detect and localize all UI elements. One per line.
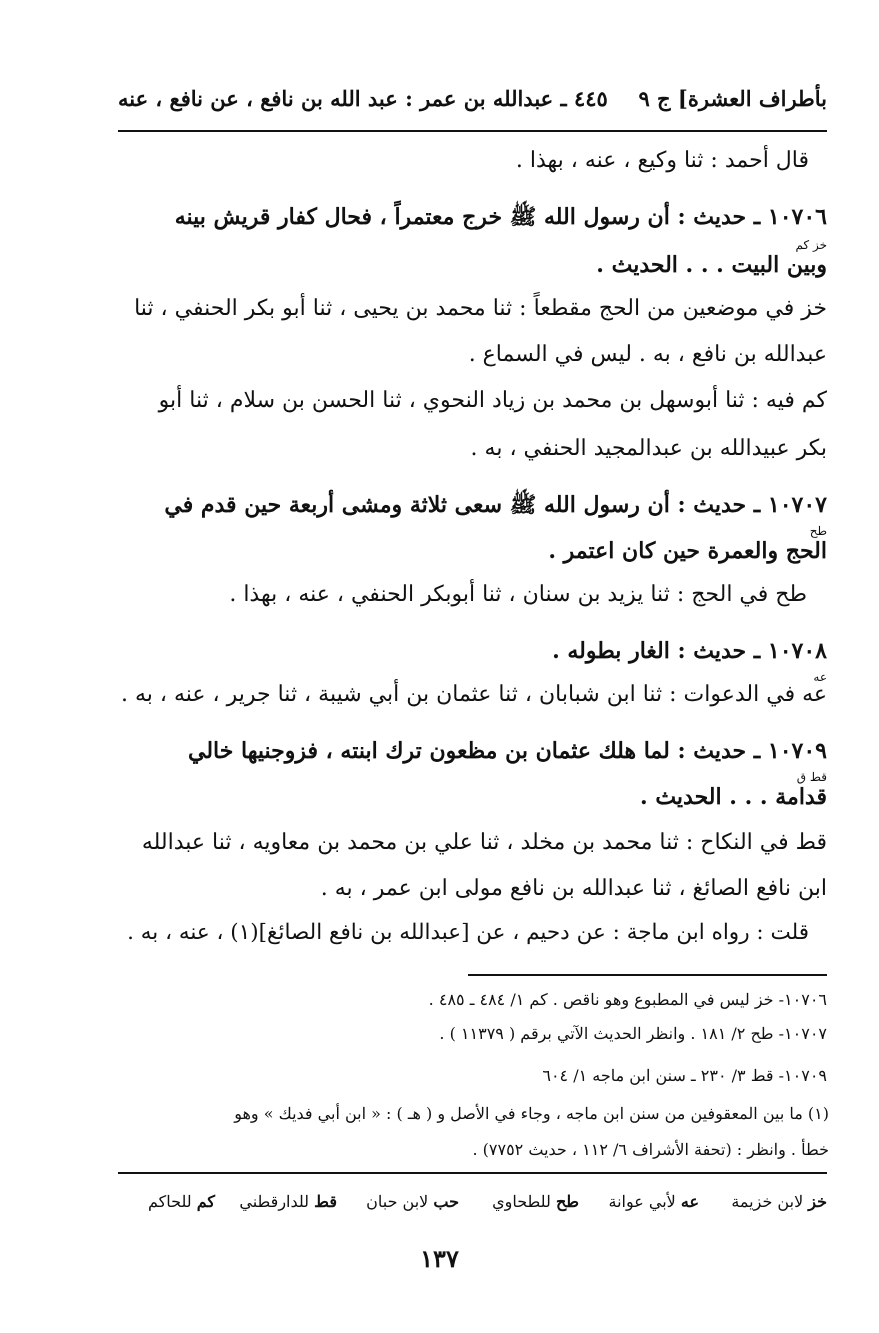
footnote: خطأ . وانظر : (تحفة الأشراف ٦/ ١١٢ ، حديث ٧٧٥٢) . bbox=[472, 1140, 829, 1159]
hadith-heading-continuation: الحج والعمرة حين كان اعتمر . bbox=[548, 538, 827, 564]
page-number: ١٣٧ bbox=[420, 1244, 459, 1273]
text-line: عبدالله بن نافع ، به . ليس في السماع . bbox=[468, 342, 827, 367]
footnote: ١٠٧٠٦- خز ليس في المطبوع وهو ناقص . كم ١/ ٤٨٤ ـ ٤٨٥ . bbox=[428, 990, 827, 1009]
text-line: عه في الدعوات : ثنا ابن شبابان ، ثنا عثمان بن أبي شيبة ، ثنا جرير ، عنه ، به . bbox=[120, 682, 827, 707]
footnote-rule bbox=[468, 974, 827, 976]
legend-name: للطحاوي bbox=[492, 1192, 551, 1211]
siglum-marker: خز كم bbox=[795, 238, 827, 252]
abbreviations-legend bbox=[110, 1188, 827, 1218]
legend-abbr: خز bbox=[808, 1192, 827, 1211]
legend-abbr: حب bbox=[433, 1192, 459, 1211]
legend-item bbox=[492, 1192, 579, 1211]
legend-abbr: كم bbox=[196, 1192, 215, 1211]
text-line: خز في موضعين من الحج مقطعاً : ثنا محمد بن يحيى ، ثنا أبو بكر الحنفي ، ثنا bbox=[134, 296, 827, 321]
hadith-heading-continuation: وبين البيت . . . الحديث . bbox=[596, 252, 827, 278]
running-header bbox=[118, 78, 827, 122]
siglum-marker: طح bbox=[809, 524, 827, 538]
legend-item bbox=[731, 1192, 827, 1211]
text-line: ابن نافع الصائغ ، ثنا عبدالله بن نافع مولى ابن عمر ، به . bbox=[320, 876, 827, 901]
footnote: (١) ما بين المعقوفين من سنن ابن ماجه ، وجاء في الأصل و ( هـ ) : « ابن أبي فديك » وهو bbox=[234, 1104, 829, 1123]
footnote: ١٠٧٠٩- قط ٣/ ٢٣٠ ـ سنن ابن ماجه ١/ ٦٠٤ bbox=[542, 1066, 827, 1085]
siglum-marker: قط ق bbox=[796, 770, 827, 784]
hadith-heading-10706: ١٠٧٠٦ ـ حديث : أن رسول الله ﷺ خرج معتمراً ، فحال كفار قريش بينه bbox=[174, 204, 827, 230]
header-rule bbox=[118, 130, 827, 132]
hadith-heading-continuation: قدامة . . . الحديث . bbox=[640, 784, 827, 810]
legend-name: للدارقطني bbox=[239, 1192, 310, 1211]
legend-abbr: عه bbox=[680, 1192, 699, 1211]
legend-name: لابن حبان bbox=[366, 1192, 429, 1211]
text-line: كم فيه : ثنا أبوسهل بن محمد بن زياد النحوي ، ثنا الحسن بن سلام ، ثنا أبو bbox=[158, 388, 827, 413]
hadith-heading-10708: ١٠٧٠٨ ـ حديث : الغار بطوله . bbox=[552, 638, 827, 664]
text-line: قط في النكاح : ثنا محمد بن مخلد ، ثنا علي بن محمد بن معاويه ، ثنا عبدالله bbox=[141, 830, 827, 855]
legend-abbr: طح bbox=[555, 1192, 579, 1211]
hadith-heading-10709: ١٠٧٠٩ ـ حديث : لما هلك عثمان بن مظعون ترك ابنته ، فزوجنيها خالي bbox=[188, 738, 827, 764]
legend-name: لأبي عوانة bbox=[608, 1192, 676, 1211]
legend-rule bbox=[118, 1172, 827, 1174]
siglum-marker: عه bbox=[813, 670, 827, 684]
legend-item bbox=[608, 1192, 699, 1211]
legend-name: لابن خزيمة bbox=[731, 1192, 804, 1211]
legend-name: للحاكم bbox=[148, 1192, 192, 1211]
header-title: بأطراف العشرة] ج ٩ bbox=[638, 86, 827, 111]
text-line: بكر عبيدالله بن عبدالمجيد الحنفي ، به . bbox=[470, 436, 827, 461]
text-line: قال أحمد : ثنا وكيع ، عنه ، بهذا . bbox=[515, 148, 809, 173]
header-section: ٤٤٥ ـ عبدالله بن عمر : عبد الله بن نافع ، عن نافع ، عنه bbox=[118, 86, 608, 111]
legend-item bbox=[366, 1192, 459, 1211]
legend-item bbox=[239, 1192, 337, 1211]
text-line: طح في الحج : ثنا يزيد بن سنان ، ثنا أبوبكر الحنفي ، عنه ، بهذا . bbox=[229, 582, 807, 607]
legend-abbr: قط bbox=[314, 1192, 337, 1211]
legend-item bbox=[148, 1192, 215, 1211]
text-line: قلت : رواه ابن ماجة : عن دحيم ، عن [عبدالله بن نافع الصائغ](١) ، عنه ، به . bbox=[127, 920, 809, 945]
hadith-heading-10707: ١٠٧٠٧ ـ حديث : أن رسول الله ﷺ سعى ثلاثة ومشى أربعة حين قدم في bbox=[164, 492, 827, 518]
footnote: ١٠٧٠٧- طح ٢/ ١٨١ . وانظر الحديث الآتي برقم ( ١١٣٧٩ ) . bbox=[439, 1024, 827, 1043]
